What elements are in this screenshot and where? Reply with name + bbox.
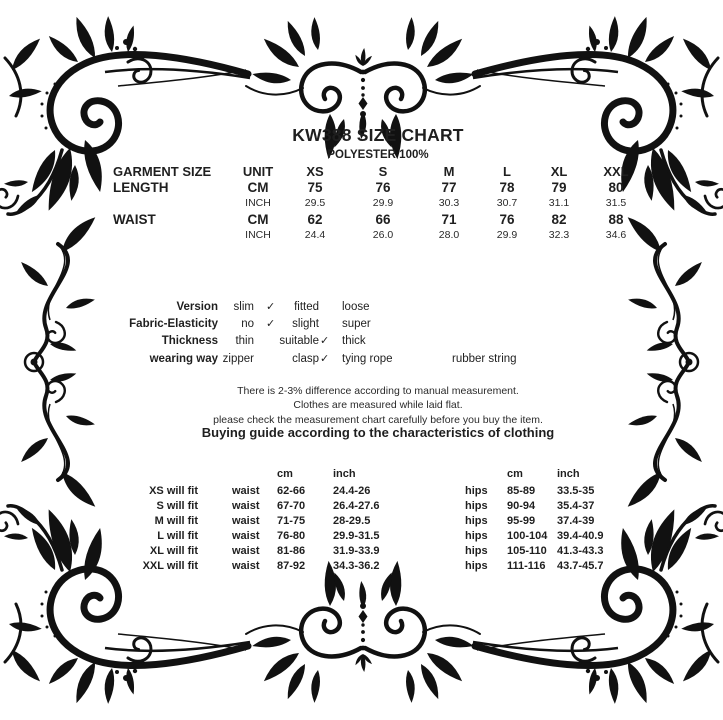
- side-vine-left: [17, 212, 98, 513]
- size-table-header-cell: XL: [550, 164, 568, 179]
- size-cell: 30.7: [496, 197, 518, 209]
- fit-part-label: waist: [232, 514, 260, 527]
- size-row-unit: CM: [247, 180, 269, 195]
- size-cell: 29.9: [496, 228, 518, 241]
- attr-option: slim: [233, 301, 254, 313]
- attr-row: [100, 299, 370, 316]
- size-cell: 26.0: [372, 228, 394, 241]
- notes-line: Clothes are measured while laid flat.: [293, 399, 463, 412]
- fit-part-label: hips: [465, 499, 488, 512]
- size-cell: 34.6: [605, 228, 627, 241]
- fit-size-label: XXL will fit: [142, 559, 198, 572]
- attr-row: [100, 316, 371, 333]
- size-table-header-cell: M: [443, 164, 455, 179]
- attr-row: [100, 333, 366, 350]
- fit-cm-value: 111-116: [507, 559, 546, 572]
- fit-part-label: hips: [465, 559, 488, 572]
- damask-motif-bottom: [246, 561, 480, 703]
- attr-option: suitable: [279, 335, 319, 348]
- size-cell: 30.3: [438, 197, 460, 209]
- fit-inch-value: 24.4-26: [333, 484, 371, 497]
- fit-header-cm: cm: [507, 468, 523, 480]
- fit-cm-value: 90-94: [507, 499, 536, 512]
- size-cell: 75: [307, 180, 323, 195]
- size-row-label: [113, 228, 235, 244]
- fit-inch-value: 34.3-36.2: [333, 559, 380, 572]
- fit-cm-value: 71-75: [277, 514, 306, 527]
- attr-option: fitted: [294, 301, 319, 313]
- size-cell: 79: [551, 180, 567, 195]
- fit-cm-value: 100-104: [507, 529, 548, 542]
- fit-inch-value: 33.5-35: [557, 484, 595, 497]
- fit-header-cm: cm: [277, 468, 293, 480]
- attr-option: thick: [342, 335, 366, 348]
- attr-option: thin: [235, 335, 254, 348]
- page-title: KW388 SIZE CHART: [292, 125, 464, 145]
- size-row-label: WAIST: [113, 211, 156, 227]
- fit-size-label: M will fit: [154, 514, 198, 527]
- corner-flourish-bottom-left: [0, 503, 250, 705]
- attr-row: [100, 351, 517, 368]
- fit-cm-value: 87-92: [277, 559, 306, 572]
- fit-size-label: XS will fit: [149, 484, 198, 497]
- attr-option: loose: [342, 301, 370, 313]
- size-table-row: [113, 196, 647, 212]
- fit-cm-value: 85-89: [507, 484, 536, 497]
- fit-part-label: hips: [465, 514, 488, 527]
- size-cell: 66: [375, 211, 391, 227]
- size-cell: 77: [441, 180, 457, 195]
- fit-part-label: hips: [465, 484, 488, 497]
- attr-option: clasp: [292, 352, 319, 365]
- fit-part-label: hips: [465, 544, 488, 557]
- attr-label: Version: [176, 301, 218, 313]
- size-table-header-cell: S: [378, 164, 388, 179]
- fit-inch-value: 29.9-31.5: [333, 529, 380, 542]
- size-cell: 71: [441, 211, 457, 227]
- fit-part-label: waist: [232, 529, 260, 542]
- size-cell: 29.5: [304, 197, 326, 209]
- fit-header-inch: inch: [333, 468, 356, 480]
- fit-cm-value: 62-66: [277, 484, 306, 497]
- size-table-header-row: [113, 165, 647, 180]
- size-row-unit: INCH: [245, 197, 271, 209]
- size-cell: 24.4: [304, 228, 326, 241]
- notes-line: There is 2-3% difference according to manual measurement.: [237, 385, 519, 397]
- check-icon: ✓: [320, 352, 330, 365]
- size-table: [113, 165, 647, 243]
- size-row-label: LENGTH: [113, 180, 169, 195]
- fit-cm-value: 76-80: [277, 529, 306, 542]
- check-icon: ✓: [266, 301, 276, 313]
- fit-size-label: L will fit: [157, 529, 198, 542]
- attr-option: tying rope: [342, 352, 393, 365]
- size-table-row: [113, 212, 647, 228]
- fit-inch-value: 26.4-27.6: [333, 499, 380, 512]
- size-table-row: [113, 180, 647, 196]
- fit-inch-value: 41.3-43.3: [557, 544, 604, 557]
- size-table-header-cell: L: [503, 164, 511, 179]
- fit-size-label: XL will fit: [149, 544, 198, 557]
- attr-option: no: [241, 318, 254, 331]
- size-table-row: [113, 228, 647, 244]
- attr-option: super: [342, 318, 371, 331]
- size-cell: 29.9: [372, 197, 394, 209]
- size-cell: 31.1: [548, 197, 570, 209]
- attr-option: slight: [292, 318, 319, 331]
- measurement-notes: [33, 384, 723, 427]
- size-cell: 28.0: [438, 228, 460, 241]
- attr-label: Fabric-Elasticity: [129, 318, 218, 331]
- fit-part-label: waist: [232, 499, 260, 512]
- page-subtitle: POLYESTER 100%: [327, 149, 429, 161]
- attributes-list: [100, 299, 517, 368]
- size-cell: 78: [499, 180, 515, 195]
- fit-inch-value: 37.4-39: [557, 514, 595, 527]
- size-cell: 62: [307, 211, 323, 227]
- fit-inch-value: 39.4-40.9: [557, 529, 604, 542]
- fit-header-inch: inch: [557, 468, 580, 480]
- size-cell: 32.3: [548, 228, 570, 241]
- size-cell: 88: [608, 211, 624, 227]
- size-table-header-cell: GARMENT SIZE: [113, 164, 212, 179]
- fit-cm-value: 105-110: [507, 544, 547, 557]
- size-table-header-cell: XXL: [603, 164, 629, 179]
- size-cell: 76: [375, 180, 391, 195]
- attr-label: wearing way: [149, 352, 218, 365]
- notes-line: please check the measurement chart carefully before you buy the item.: [213, 413, 543, 426]
- fit-part-label: waist: [232, 484, 260, 497]
- size-row-unit: INCH: [245, 228, 271, 241]
- attr-option: rubber string: [452, 352, 517, 365]
- fit-inch-value: 31.9-33.9: [333, 544, 380, 557]
- size-cell: 80: [608, 180, 624, 195]
- size-cell: 31.5: [605, 197, 627, 209]
- size-table-header-cell: UNIT: [242, 164, 274, 179]
- size-cell: 82: [551, 211, 567, 227]
- fit-size-label: S will fit: [156, 499, 198, 512]
- fit-cm-value: 81-86: [277, 544, 306, 557]
- size-cell: 76: [499, 211, 515, 227]
- check-icon: ✓: [320, 335, 330, 348]
- fit-cm-value: 95-99: [507, 514, 536, 527]
- size-table-header-cell: XS: [306, 164, 324, 179]
- fit-cm-value: 67-70: [277, 499, 306, 512]
- attr-label: Thickness: [161, 335, 218, 348]
- fit-inch-value: 35.4-37: [557, 499, 595, 512]
- size-row-unit: CM: [247, 211, 269, 227]
- fit-inch-value: 28-29.5: [333, 514, 371, 527]
- fit-part-label: waist: [232, 559, 260, 572]
- fit-part-label: waist: [232, 544, 260, 557]
- fit-part-label: hips: [465, 529, 488, 542]
- fit-inch-value: 43.7-45.7: [557, 559, 604, 572]
- check-icon: ✓: [266, 318, 276, 331]
- buying-guide-heading: Buying guide according to the characteristics of clothing: [201, 425, 555, 440]
- attr-option: zipper: [222, 352, 254, 365]
- side-vine-right: [625, 212, 706, 513]
- size-row-label: [113, 196, 235, 212]
